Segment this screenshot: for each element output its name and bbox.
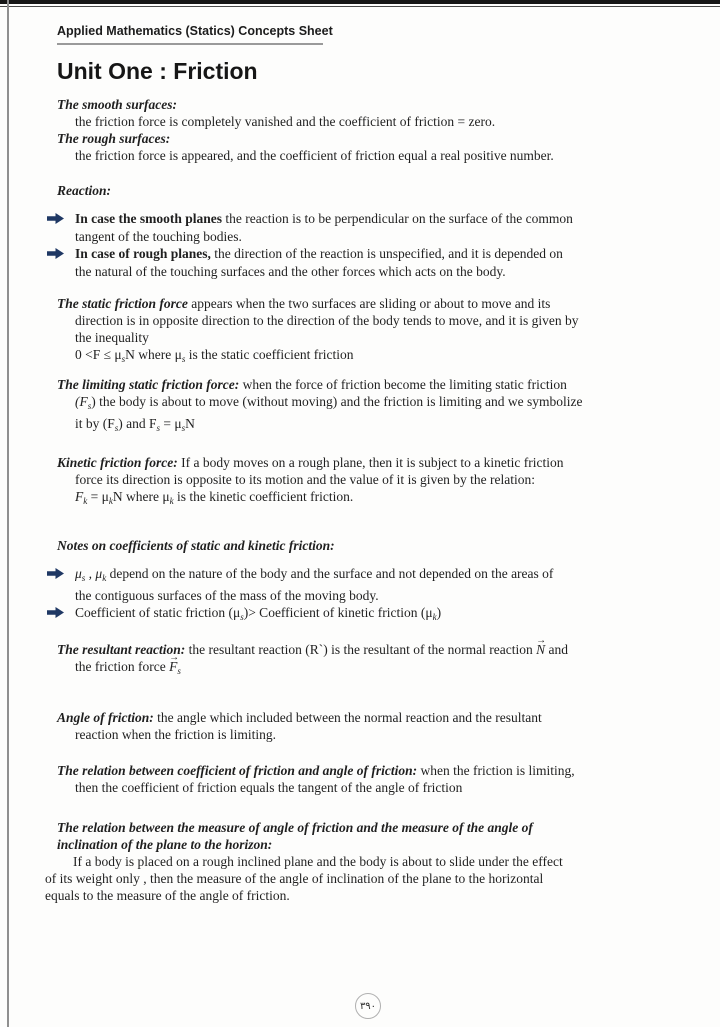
subscript: k — [83, 496, 88, 506]
text-line — [57, 658, 677, 680]
header-underline — [57, 43, 323, 45]
text-line — [57, 393, 677, 415]
bullet-continuation: tangent of the touching bodies. — [75, 229, 242, 244]
subscript: k — [108, 496, 113, 506]
term-lead-resultant-reaction: The resultant reaction: — [57, 642, 186, 657]
subscript: s — [181, 423, 186, 433]
relation-inclination-body — [45, 853, 677, 904]
bullet-text: the direction of the reaction is unspecified, and it is depended on — [210, 246, 563, 261]
section-angle-of-friction — [57, 709, 677, 743]
subscript: s — [177, 666, 181, 676]
text-line — [57, 415, 677, 437]
arrow-icon — [47, 211, 75, 228]
subscript: s — [181, 354, 186, 364]
text-line — [57, 295, 677, 312]
formula-run: 0 <F ≤ μ — [75, 347, 122, 362]
section-surfaces — [57, 96, 677, 164]
bullet-text: Coefficient of static friction (μ — [75, 605, 241, 620]
text-line: the friction force is completely vanished and the coefficient of friction = zero. — [75, 114, 496, 129]
text-run: the friction force — [75, 659, 170, 674]
bullet-text: )> Coefficient of kinetic friction (μ — [243, 605, 433, 620]
text-line: force its direction is opposite to its motion and the value of it is given by the relation: — [75, 472, 536, 487]
section-heading-notes: Notes on coefficients of static and kinetic friction: — [57, 538, 335, 553]
text-run: it by (F — [75, 416, 115, 431]
reaction-bullets — [47, 210, 677, 280]
arrow-icon — [47, 605, 75, 622]
text-run: ) the body is about to move (without moving) and the friction is limiting and we symbolize — [91, 394, 583, 409]
bullet-continuation: the natural of the touching surfaces and the other forces which acts on the body. — [75, 264, 506, 279]
section-kinetic-friction — [57, 454, 677, 510]
bullet-continuation: the contiguous surfaces of the mass of the moving body. — [75, 588, 379, 603]
unit-title: Unit One : Friction — [57, 58, 258, 84]
term-lead-smooth-surfaces: The smooth surfaces: — [57, 97, 178, 112]
bullet-item — [47, 210, 677, 228]
formula-run: = μ — [87, 489, 109, 504]
text-line — [57, 376, 677, 393]
bullet-item — [47, 245, 677, 263]
formula-run: (F — [75, 394, 88, 409]
text-line: equals to the measure of the angle of friction. — [45, 888, 290, 903]
subscript: s — [81, 573, 86, 583]
subscript: s — [240, 612, 244, 622]
bullet-text: depend on the nature of the body and the surface and not depended on the areas of — [106, 566, 554, 581]
term-lead-relation-coefficient: The relation between coefficient of friction and angle of friction: — [57, 763, 418, 778]
subscript: k — [169, 496, 174, 506]
vector-symbol: → F — [169, 658, 177, 675]
formula-run: is the static coefficient friction — [185, 347, 354, 362]
text-run: is the kinetic coefficient friction. — [173, 489, 354, 504]
bullet-text: ) — [436, 605, 442, 620]
text-line — [57, 641, 677, 658]
term-lead-relation-inclination-2: inclination of the plane to the horizon: — [57, 837, 273, 852]
text-line: of its weight only , then the measure of the angle of inclination of the plane to the horizontal — [45, 871, 544, 886]
section-limiting-friction — [57, 376, 677, 437]
subscript: s — [114, 423, 119, 433]
bullet-text: the reaction is to be perpendicular on the surface of the common — [222, 211, 573, 226]
subscript: s — [156, 423, 161, 433]
term-lead-static-friction: The static friction force — [57, 296, 188, 311]
arrow-icon — [47, 566, 75, 583]
text-run: appears when the two surfaces are sliding or about to move and its — [187, 296, 551, 311]
term-lead-relation-inclination: The relation between the measure of angle of friction and the measure of the angle of — [57, 820, 533, 835]
subscript: k — [102, 573, 107, 583]
page-number: ٣٩٠ — [359, 1000, 377, 1012]
vector-symbol: → N — [536, 641, 545, 658]
text-line: the friction force is appeared, and the coefficient of friction equal a real positive number. — [75, 148, 554, 163]
text-line — [57, 762, 677, 779]
formula-run: F — [75, 489, 84, 504]
bullet-item — [47, 565, 677, 587]
text-run: when the force of friction become the limiting static friction — [239, 377, 567, 392]
text-line: If a body is placed on a rough inclined plane and the body is about to slide under the effect — [73, 854, 563, 869]
formula-run: = μ — [160, 416, 182, 431]
text-run: the angle which included between the normal reaction and the resultant — [153, 710, 542, 725]
formula-run: N where μ — [112, 489, 170, 504]
formula-line — [57, 488, 677, 510]
document-header: Applied Mathematics (Statics) Concepts Sheet — [57, 24, 333, 38]
text-line: then the coefficient of friction equals the tangent of the angle of friction — [75, 780, 463, 795]
formula-run: , μ — [85, 566, 103, 581]
section-relation-angle-inclination — [45, 819, 677, 904]
text-run: the resultant reaction (R`) is the resultant of the normal reaction — [185, 642, 537, 657]
text-line: the inequality — [75, 330, 149, 345]
bullet-bold-lead: In case the smooth planes — [75, 211, 223, 226]
text-run: ) and F — [118, 416, 157, 431]
text-line — [57, 454, 677, 471]
term-lead-limiting-friction: The limiting static friction force: — [57, 377, 240, 392]
bullet-bold-lead: In case of rough planes, — [75, 246, 211, 261]
formula-run: N — [185, 416, 195, 431]
page-number-badge — [355, 993, 381, 1019]
text-run: If a body moves on a rough plane, then it is subject to a kinetic friction — [177, 455, 564, 470]
text-line: direction is in opposite direction to the direction of the body tends to move, and it is given by — [75, 313, 579, 328]
term-lead-kinetic-friction: Kinetic friction force: — [57, 455, 178, 470]
formula-run: N where μ — [125, 347, 182, 362]
text-line — [57, 709, 677, 726]
section-relation-coefficient-angle — [57, 762, 677, 796]
arrow-icon — [47, 246, 75, 263]
subscript: s — [87, 401, 92, 411]
term-lead-angle-of-friction: Angle of friction: — [57, 710, 154, 725]
bullet-item — [47, 604, 677, 626]
section-heading-reaction: Reaction: — [57, 183, 111, 198]
notes-bullets — [47, 565, 677, 626]
formula-line — [57, 346, 677, 368]
section-resultant-reaction — [57, 641, 677, 680]
subscript: s — [121, 354, 126, 364]
section-static-friction — [57, 295, 677, 368]
text-line: reaction when the friction is limiting. — [75, 727, 276, 742]
term-lead-rough-surfaces: The rough surfaces: — [57, 131, 171, 146]
text-run: when the friction is limiting, — [417, 763, 575, 778]
formula-run: μ — [75, 566, 82, 581]
subscript: k — [432, 612, 437, 622]
text-run: and — [545, 642, 569, 657]
